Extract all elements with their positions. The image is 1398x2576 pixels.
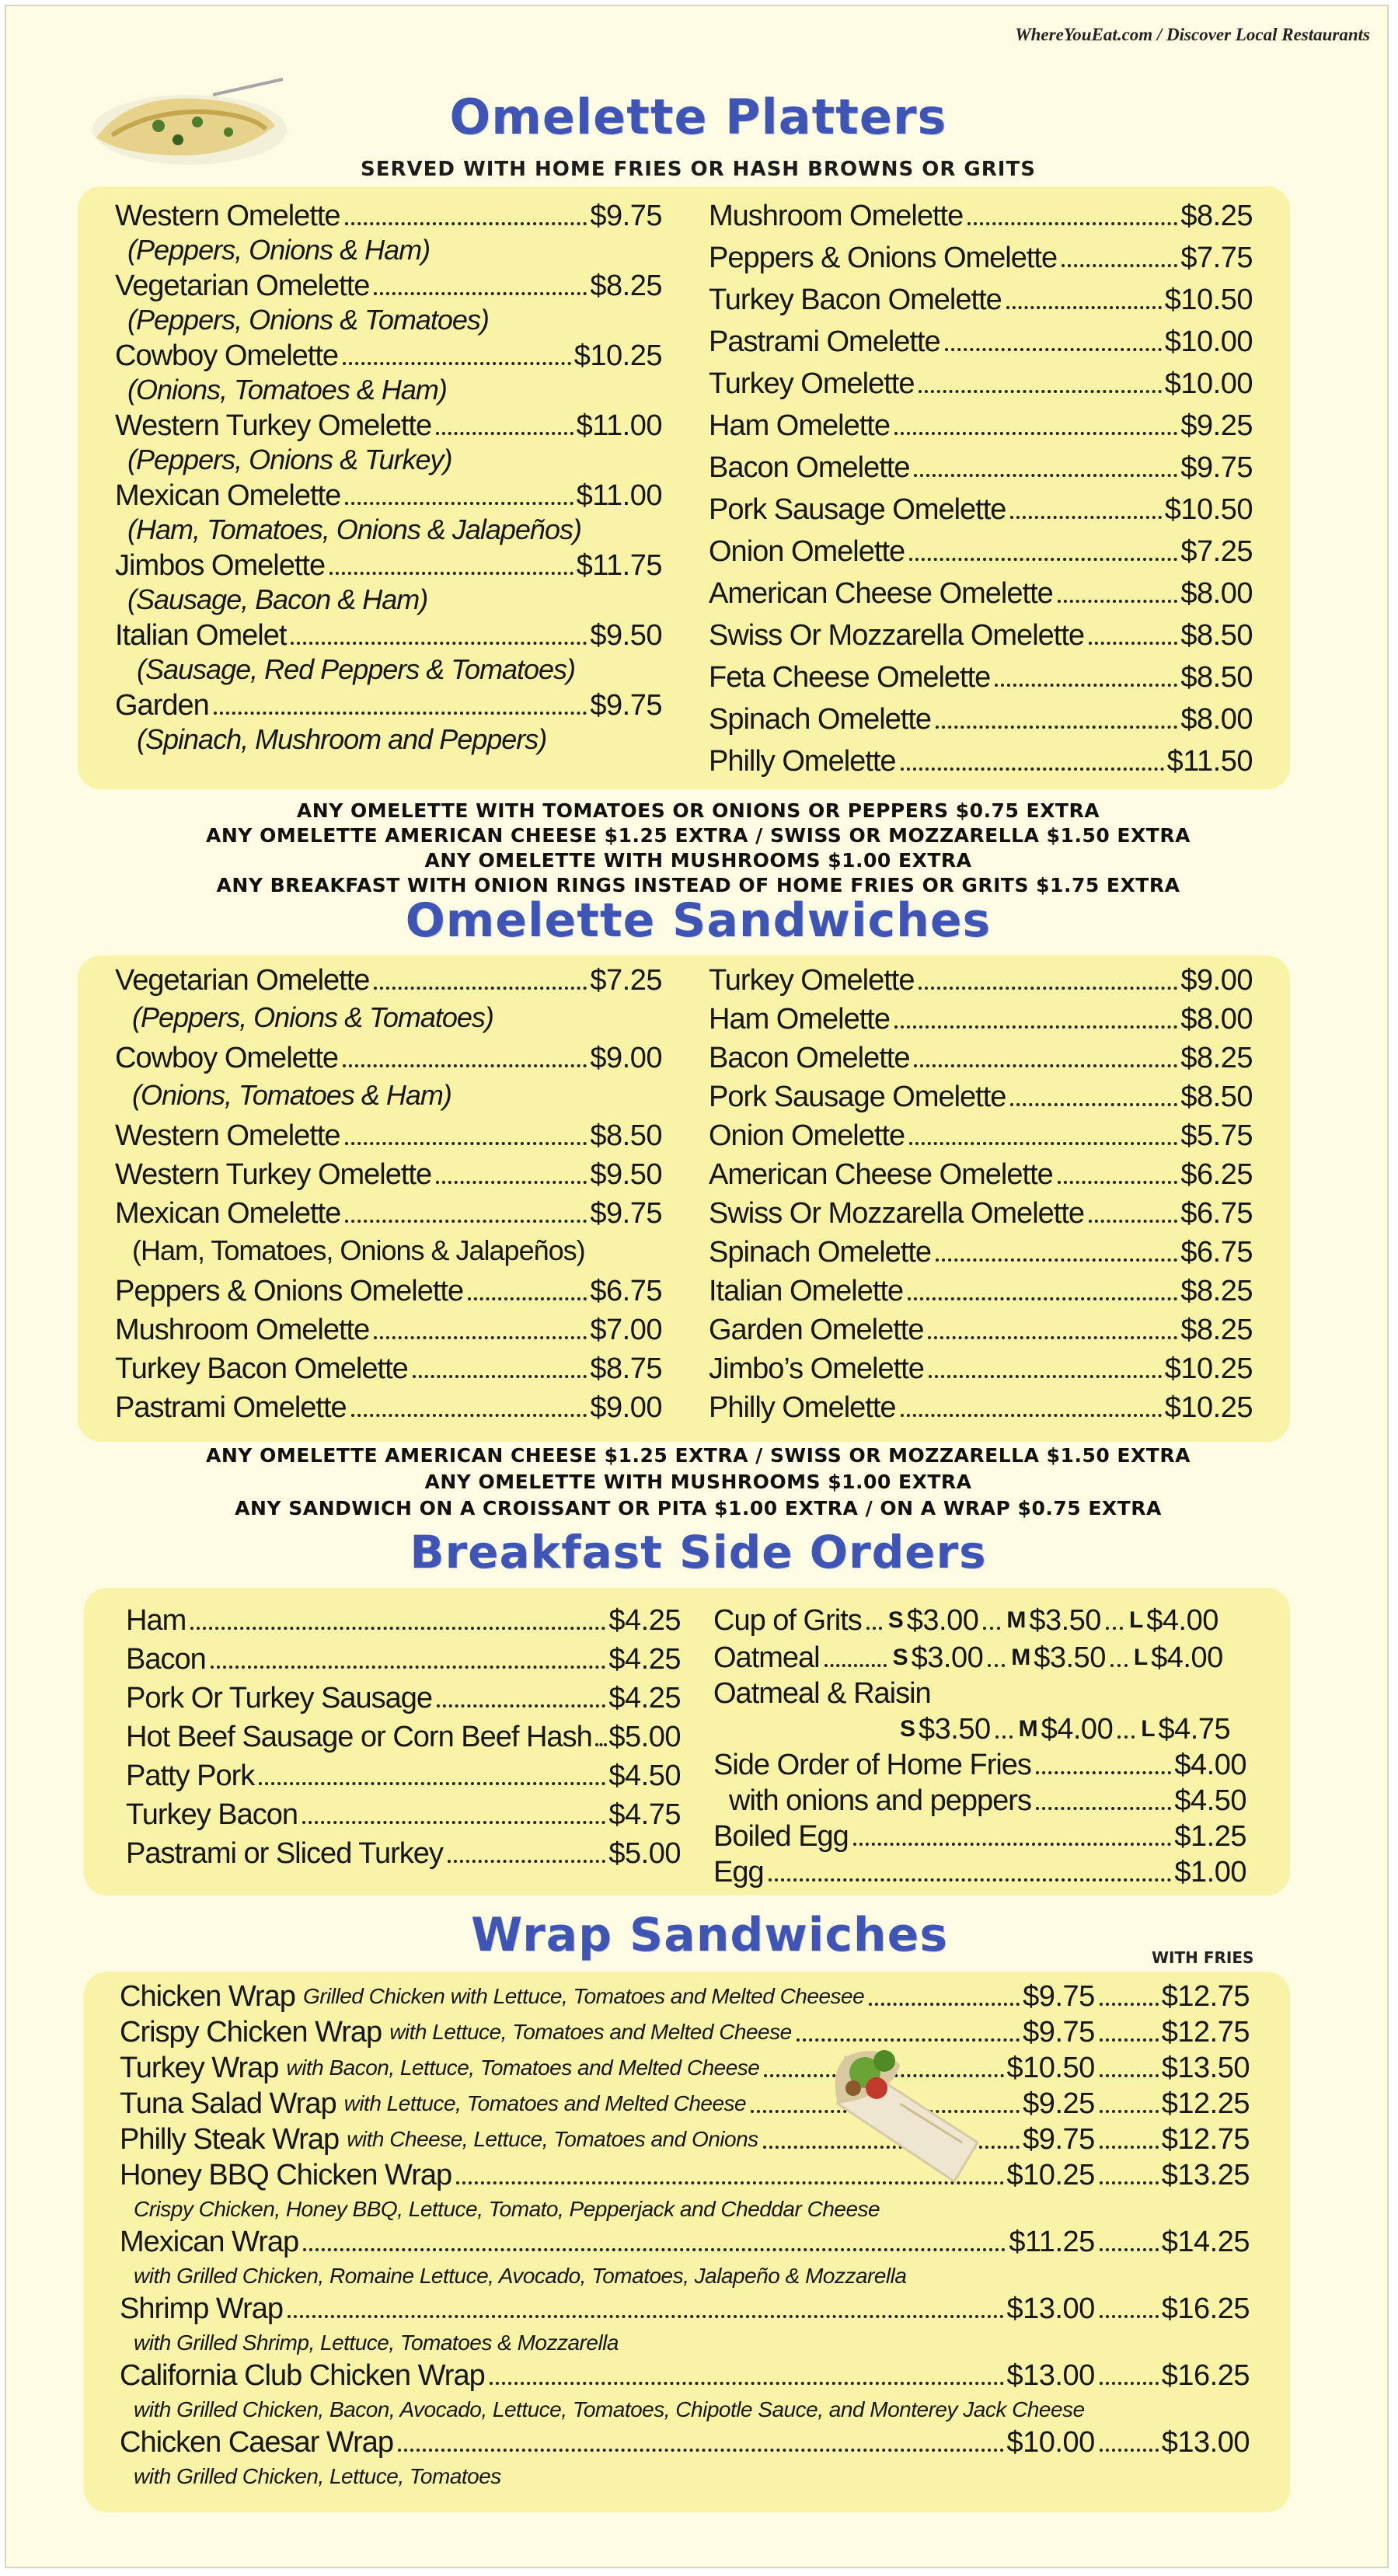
list-item: Egg $1.00	[713, 1856, 1246, 1888]
list-item: Peppers & Onions Omelette $6.75	[115, 1275, 662, 1307]
list-item: Cowboy Omelette $10.25	[115, 339, 662, 372]
extra-note: ANY BREAKFAST WITH ONION RINGS INSTEAD OF HOME FRIES OR GRITS $1.75 EXTRA	[216, 874, 1180, 896]
list-item: Western Turkey Omelette $9.50	[115, 1158, 662, 1191]
list-item: Turkey Bacon Omelette $8.75	[115, 1352, 662, 1385]
list-item: Turkey Wrap with Bacon, Lettuce, Tomatoes and Melted Cheese $10.50 $13.50	[120, 2052, 1250, 2084]
list-item: Bacon $4.25	[126, 1643, 681, 1676]
item-description: (Onions, Tomatoes & Ham)	[132, 1079, 451, 1111]
list-item: Philly Steak Wrap with Cheese, Lettuce, Tomatoes and Onions $9.75 $12.75	[120, 2123, 1250, 2156]
list-item: Spinach Omelette $8.00	[709, 703, 1253, 736]
list-item: Mushroom Omelette $8.25	[709, 200, 1253, 232]
extra-note: ANY OMELETTE WITH MUSHROOMS $1.00 EXTRA	[424, 1471, 972, 1493]
list-item: Italian Omelet $9.50	[115, 619, 662, 652]
item-description: (Peppers, Onions & Tomatoes)	[127, 304, 489, 336]
item-description: with Grilled Shrimp, Lettuce, Tomatoes & Mozzarella	[134, 2331, 619, 2355]
list-item: with onions and peppers $4.50	[729, 1784, 1246, 1817]
item-description: (Sausage, Bacon & Ham)	[127, 583, 428, 615]
extra-note: ANY OMELETTE AMERICAN CHEESE $1.25 EXTRA / SWISS OR MOZZARELLA $1.50 EXTRA	[206, 1444, 1191, 1467]
list-item: Spinach Omelette $6.75	[709, 1236, 1253, 1269]
list-item: Hot Beef Sausage or Corn Beef Hash $5.00	[126, 1721, 681, 1753]
site-credit: WhereYouEat.com / Discover Local Restaurants	[1015, 25, 1370, 44]
list-item: Turkey Bacon Omelette $10.50	[709, 284, 1253, 316]
breakfast-sides-title: Breakfast Side Orders	[410, 1526, 987, 1579]
list-item: Swiss Or Mozzarella Omelette $8.50	[709, 619, 1253, 652]
list-item: Western Omelette $9.75	[115, 200, 662, 232]
list-item: Pastrami or Sliced Turkey $5.00	[126, 1837, 681, 1870]
list-item: Side Order of Home Fries $4.00	[713, 1749, 1246, 1781]
list-item: Patty Pork $4.50	[126, 1760, 681, 1792]
list-item: Turkey Omelette $9.00	[709, 964, 1253, 997]
extra-note: ANY OMELETTE AMERICAN CHEESE $1.25 EXTRA / SWISS OR MOZZARELLA $1.50 EXTRA	[206, 824, 1191, 847]
list-item: Jimbos Omelette $11.75	[115, 549, 662, 582]
list-item: Vegetarian Omelette $7.25	[115, 964, 662, 997]
list-item: Philly Omelette $10.25	[709, 1391, 1253, 1424]
with-fries-label: WITH FRIES	[1152, 1948, 1254, 1967]
list-item: Philly Omelette $11.50	[709, 745, 1253, 778]
item-description: with Grilled Chicken, Romaine Lettuce, Avocado, Tomatoes, Jalapeño & Mozzarella	[134, 2264, 907, 2288]
list-item: Pastrami Omelette $9.00	[115, 1391, 662, 1424]
list-item: Bacon Omelette $8.25	[709, 1042, 1253, 1074]
list-item: Mexican Omelette $9.75	[115, 1197, 662, 1230]
list-item: Western Omelette $8.50	[115, 1119, 662, 1152]
list-item: Ham Omelette $9.25	[709, 409, 1253, 442]
item-description: Crispy Chicken, Honey BBQ, Lettuce, Tomato, Pepperjack and Cheddar Cheese	[134, 2197, 880, 2221]
list-item: Boiled Egg $1.25	[713, 1820, 1246, 1853]
list-item: Honey BBQ Chicken Wrap $10.25 $13.25	[120, 2159, 1250, 2191]
list-item: Pork Sausage Omelette $8.50	[709, 1081, 1253, 1113]
list-item: Bacon Omelette $9.75	[709, 451, 1253, 484]
list-item: California Club Chicken Wrap $13.00 $16.25	[120, 2359, 1250, 2392]
extra-note: ANY SANDWICH ON A CROISSANT OR PITA $1.00 EXTRA / ON A WRAP $0.75 EXTRA	[235, 1497, 1162, 1519]
wrap-photo	[822, 2026, 1009, 2205]
extra-note: ANY OMELETTE WITH TOMATOES OR ONIONS OR PEPPERS $0.75 EXTRA	[296, 799, 1100, 822]
omelette-sandwiches-title: Omelette Sandwiches	[405, 893, 992, 948]
item-description: (Ham, Tomatoes, Onions & Jalapeños)	[127, 513, 581, 545]
item-description: (Peppers, Onions & Tomatoes)	[132, 1001, 493, 1033]
list-item: Mushroom Omelette $7.00	[115, 1314, 662, 1346]
list-item: Ham $4.25	[126, 1604, 681, 1637]
list-item: Turkey Omelette $10.00	[709, 367, 1253, 400]
list-item: Vegetarian Omelette $8.25	[115, 270, 662, 302]
item-description: (Ham, Tomatoes, Onions & Jalapeños)	[132, 1234, 585, 1266]
omelette-platters-title: Omelette Platters	[449, 89, 947, 145]
list-item: Pork Or Turkey Sausage $4.25	[126, 1682, 681, 1714]
list-item: Onion Omelette $5.75	[709, 1119, 1253, 1152]
list-item: Ham Omelette $8.00	[709, 1003, 1253, 1036]
list-item: Swiss Or Mozzarella Omelette $6.75	[709, 1197, 1253, 1230]
item-description: (Peppers, Onions & Ham)	[127, 234, 431, 266]
list-item: Feta Cheese Omelette $8.50	[709, 661, 1253, 694]
extra-note: ANY OMELETTE WITH MUSHROOMS $1.00 EXTRA	[424, 849, 972, 872]
list-item: Shrimp Wrap $13.00 $16.25	[120, 2292, 1250, 2325]
list-item: Oatmeal & Raisin	[713, 1677, 931, 1710]
item-description: (Onions, Tomatoes & Ham)	[127, 374, 447, 406]
list-item: Garden Omelette $8.25	[709, 1314, 1253, 1346]
list-item: Crispy Chicken Wrap with Lettuce, Tomatoes and Melted Cheese $9.75 $12.75	[120, 2016, 1250, 2049]
list-item: Pastrami Omelette $10.00	[709, 325, 1253, 358]
list-item: Cowboy Omelette $9.00	[115, 1042, 662, 1074]
list-item: Chicken Wrap Grilled Chicken with Lettuce, Tomatoes and Melted Cheesee $9.75 $12.75	[120, 1980, 1250, 2013]
omelette-platters-subtitle: SERVED WITH HOME FRIES OR HASH BROWNS OR GRITS	[361, 158, 1036, 181]
list-item: Chicken Caesar Wrap $10.00 $13.00	[120, 2426, 1250, 2459]
wrap-sandwiches-title: Wrap Sandwiches	[470, 1908, 949, 1962]
item-description: (Peppers, Onions & Turkey)	[127, 444, 452, 475]
list-item: Turkey Bacon $4.75	[126, 1798, 681, 1831]
list-item: Oatmeal S $3.00 M $3.50 L $4.00	[713, 1641, 1223, 1674]
list-item: Jimbo’s Omelette $10.25	[709, 1352, 1253, 1385]
list-item: Garden $9.75	[115, 689, 662, 722]
list-item: S $3.50 M $4.00 L $4.75	[900, 1713, 1231, 1746]
list-item: Peppers & Onions Omelette $7.75	[709, 242, 1253, 274]
list-item: Mexican Omelette $11.00	[115, 479, 662, 512]
list-item: Western Turkey Omelette $11.00	[115, 409, 662, 442]
item-description: with Grilled Chicken, Lettuce, Tomatoes	[134, 2464, 501, 2488]
list-item: Italian Omelette $8.25	[709, 1275, 1253, 1307]
list-item: American Cheese Omelette $8.00	[709, 577, 1253, 610]
list-item: American Cheese Omelette $6.25	[709, 1158, 1253, 1191]
list-item: Mexican Wrap $11.25 $14.25	[120, 2226, 1250, 2258]
list-item: Onion Omelette $7.25	[709, 535, 1253, 568]
menu-page	[5, 5, 1389, 2568]
list-item: Tuna Salad Wrap with Lettuce, Tomatoes and Melted Cheese $9.25 $12.25	[120, 2087, 1250, 2120]
item-description: (Spinach, Mushroom and Peppers)	[137, 723, 547, 755]
item-description: with Grilled Chicken, Bacon, Avocado, Lettuce, Tomatoes, Chipotle Sauce, and Monterey Jack Cheese	[134, 2397, 1085, 2421]
list-item: Cup of Grits S $3.00 M $3.50 L $4.00	[713, 1604, 1218, 1637]
item-description: (Sausage, Red Peppers & Tomatoes)	[137, 653, 576, 685]
list-item: Pork Sausage Omelette $10.50	[709, 493, 1253, 526]
